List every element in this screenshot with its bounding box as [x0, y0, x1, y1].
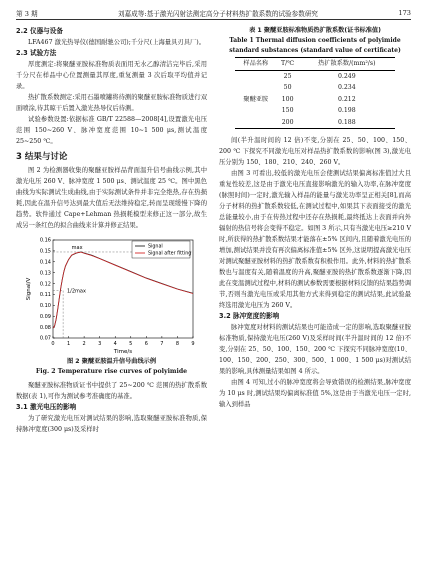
table-header-row	[235, 58, 395, 71]
y-tick-label: 0.13	[39, 270, 51, 277]
diffusivity-table	[235, 57, 395, 129]
right-column	[219, 26, 411, 410]
table-cell: 0.234	[337, 84, 356, 91]
table-cell: 100	[281, 95, 294, 103]
y-tick-label: 0.07	[39, 335, 51, 342]
max-annotation: max	[71, 244, 83, 251]
section-2-2-heading: 2.2 仪器与设备	[16, 27, 63, 35]
table-caption-en-line1: Table 1 Thermal diffusion coefficients of polyimide	[229, 37, 401, 44]
x-tick-label: 9	[190, 341, 195, 347]
voltage-cont-paragraph: 间(半升温时间的 12 倍)不变,分别在 25、50、100、150、200 ℃ 下探究不同激光电压对样品热扩散系数的影响(图 3),激光电压分别为 150、180、210、240、260 V。	[219, 137, 411, 166]
figure-caption-en: Fig. 2 Temperature rise curves of polyimide	[35, 368, 188, 375]
section-3-heading: 3 结果与讨论	[16, 152, 68, 162]
x-tick-label: 2	[82, 341, 86, 347]
table-caption-cn: 表 1 聚醚亚胺标准物质热扩散系数(证书标准值)	[249, 27, 381, 34]
y-tick-label: 0.11	[39, 292, 51, 299]
table-caption-en-line2: standard substances (standard value of certificate)	[229, 46, 401, 54]
x-tick-label: 4	[113, 341, 117, 347]
half-max-annotation: 1/2max	[66, 288, 86, 295]
x-tick-label: 6	[144, 341, 148, 347]
table-header: T/℃	[281, 60, 295, 67]
x-tick-label: 5	[128, 341, 132, 347]
y-tick-label: 0.14	[39, 259, 51, 266]
figure-caption-cn: 图 2 聚醚亚胺温升信号曲线示例	[66, 358, 157, 365]
running-title: 刘嘉成等:基于激光闪射法测定高分子材料热扩散系数的试验参数研究	[117, 9, 319, 18]
x-tick-label: 7	[159, 341, 163, 347]
page-issue: 第 3 期	[16, 9, 38, 18]
y-tick-label: 0.12	[39, 281, 51, 288]
table-cell: 25	[283, 72, 292, 80]
y-tick-label: 0.16	[39, 237, 51, 244]
table-cell: 150	[281, 107, 294, 114]
results-paragraph: 图 2 为检测器收集的聚醚亚胺样品背面温升信号曲线示例,其中激光电压 260 V、脉冲宽度 1 500 μs、测试温度 25 ℃。图中黑色曲线为实际测试生成曲线,由于实际测试条件并非完全绝热,存在热损耗,因此在温升信号达到最大值后无法维持稳定,转而呈现缓慢下降的趋势。软件通过 Cape+Lehman 热损耗模型来修正这一部分,故生成另一条红色的拟合曲线来计算并修正结果。	[16, 167, 207, 229]
table-cell: 0.198	[337, 107, 356, 114]
y-tick-label: 0.15	[39, 248, 51, 255]
section-3-1-heading: 3.1 激光电压的影响	[16, 403, 77, 411]
y-tick-label: 0.08	[39, 324, 51, 331]
legend-label: Signal after fitting	[147, 251, 191, 257]
temperature-rise-chart	[23, 234, 201, 356]
x-axis-label: Time/s	[113, 349, 132, 355]
table-cell: 200	[281, 118, 294, 126]
legend-label: Signal	[147, 244, 163, 250]
table-header: 样品名称	[243, 60, 269, 67]
section-3-2-heading: 3.2 脉冲宽度的影响	[219, 312, 280, 320]
table-header: 热扩散系数/(mm²/s)	[318, 60, 376, 67]
y-tick-label: 0.10	[39, 303, 51, 310]
page-number: 173	[398, 8, 411, 17]
x-tick-label: 1	[66, 341, 70, 347]
table-cell-sample: 聚醚亚胺	[243, 95, 269, 103]
table-cell: 50	[283, 84, 292, 91]
equipment-paragraph: LFA467 激光热导仪(德国耐驰公司);千分尺(上海量具刃具厂)。	[28, 39, 206, 46]
y-axis-label: Signal/V	[25, 277, 32, 301]
x-tick-label: 3	[97, 341, 101, 347]
pulse-intro-paragraph: 脉冲宽度对材料的测试结果也可能造成一定的影响,选取聚醚亚胺标准物质,保持激光电压(260 V)及采样时间(半升温时间的 12 倍)不变,分别在 25、50、100、150、200 ℃ 下探究不同脉冲宽度(10、100、150、200、250、300、500、1 000、1 500 μs)对测试结果的影响,具体测量结果如图 4 所示。	[219, 324, 411, 375]
reference-paragraph: 聚醚亚胺标准物质证书中提供了 25~200 ℃ 范围的热扩散系数数据(表 1),可作为测试参考准确度的基准。	[16, 382, 207, 400]
table-cell: 0.188	[337, 118, 356, 126]
page-header	[16, 6, 411, 20]
thickness-paragraph: 厚度测定:将聚醚亚胺标准物质表面用无水乙醇清洁完毕后,采用千分尺在样品中心位置测量其厚度,重复测量 3 次后取平均值并记录。	[16, 61, 207, 90]
pulse-analysis-paragraph: 由图 4 可知,过小的脉冲宽度将会导致错误的检测结果,脉冲宽度为 10 μs 时,测试结果均偏离标准值 5%,这是由于当激光电压一定时,输入到样品	[219, 379, 411, 408]
y-tick-label: 0.09	[39, 313, 51, 320]
voltage-intro-paragraph: 为了研究激光电压对测试结果的影响,选取聚醚亚胺标准物质,保持脉冲宽度(300 μs)及采样时	[16, 415, 207, 433]
section-2-3-heading: 2.3 试验方法	[16, 49, 57, 57]
table-cell: 0.249	[337, 72, 356, 80]
left-column	[16, 26, 207, 435]
table-cell: 0.212	[337, 95, 356, 103]
table-row	[235, 70, 395, 82]
diffusivity-paragraph: 热扩散系数测定:采用石墨喷罐将待测的聚醚亚胺标准物质进行双面喷涂,待其晾干后置入激光热导仪后待测。	[16, 94, 207, 112]
x-tick-label: 0	[50, 341, 55, 347]
parameters-paragraph: 试验参数设置:依据标准 GB/T 22588—2008[4],设置激光电压范围 150~260 V、脉冲宽度范围 10~1 500 μs,测试温度 25~250 ℃。	[16, 116, 207, 145]
x-tick-label: 8	[175, 341, 179, 347]
voltage-analysis-paragraph: 由图 3 可看出,较低的激光电压会使测试结果偏离标准值过大且重复性较差,这是由于激光电压直接影响激光的输入功率,在脉冲宽度(脉照时间)一定时,激光输入样品的能量与激光功率呈正相关[8],而高分子材料的热扩散系数较低,在测试过程中,如果其下表面接受的激光总能量较小,由于在传热过程中还存在热损耗,最终抵达上表面并向外辐射的热信号将会变得不稳定。如图 3 所示,只有当激光电压≥210 V 时,所获得的热扩散系数结果才能落在±5% 区间内,且随着激光电压的增加,测试结果并没有再次偏离标准值±5% 区外,这说明提高激光电压对测试聚醚亚胺材料的热扩散系数有积极作用。此外,材料的热扩散系数也与温度有关,随着温度的升高,聚醚亚胺的热扩散系数逐渐下降,因此在变温测试过程中,材料的测试参数需要根据材料反馈的结果趋势调节,否则当激光电压或采用其他方式来得到稳定的测试结果,此试验最终选用激光电压为 260 V。	[219, 170, 411, 309]
